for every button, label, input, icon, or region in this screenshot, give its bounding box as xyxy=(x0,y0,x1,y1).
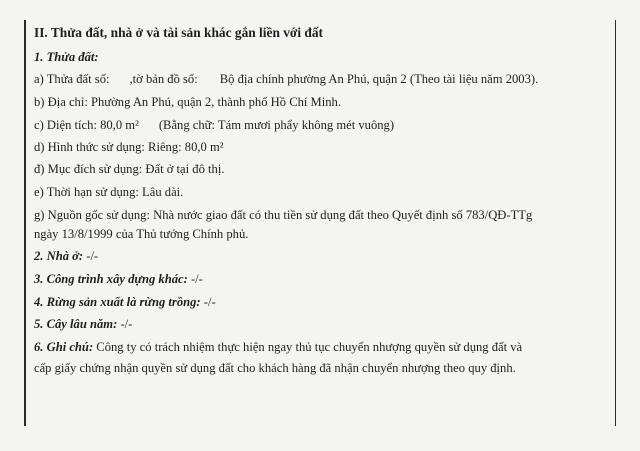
map-sheet-label: ,tờ bản đồ số: xyxy=(129,72,198,86)
usage-purpose-line: đ) Mục đích sử dụng: Đất ở tại đô thị. xyxy=(34,162,225,176)
note-line-2: cấp giấy chứng nhận quyền sử dụng đất cho khách hàng đã nhận chuyển nhượng theo quy định. xyxy=(34,361,516,375)
address-line: b) Địa chỉ: Phường An Phú, quận 2, thành phố Hồ Chí Minh. xyxy=(34,95,341,109)
forest-label: 4. Rừng sản xuất là rừng trồng: xyxy=(34,295,201,309)
parcel-number-line xyxy=(34,71,538,87)
perennial-label: 5. Cây lâu năm: xyxy=(34,317,118,331)
forest-value: -/- xyxy=(203,295,216,309)
construction-line xyxy=(34,271,203,287)
construction-value: -/- xyxy=(190,272,203,286)
house-value: -/- xyxy=(86,249,99,263)
origin-line-2: ngày 13/8/1999 của Thủ tướng Chính phủ. xyxy=(34,227,249,241)
note-text-1: Công ty có trách nhiệm thực hiện ngay thủ tục chuyển nhượng quyền sử dụng đất và xyxy=(96,340,523,354)
area-in-words: (Bằng chữ: Tám mươi phẩy không mét vuông) xyxy=(158,118,395,132)
house-label: 2. Nhà ở: xyxy=(34,249,84,263)
section-title: II. Thửa đất, nhà ở và tài sản khác gắn liền với đất xyxy=(34,25,324,40)
parcel-number-label: a) Thửa đất số: xyxy=(34,72,110,86)
usage-term-line: e) Thời hạn sử dụng: Lâu dài. xyxy=(34,185,184,199)
perennial-value: -/- xyxy=(120,317,133,331)
area-label: c) Diện tích: 80,0 m² xyxy=(34,118,139,132)
land-heading: 1. Thửa đất: xyxy=(34,50,99,64)
note-label: 6. Ghi chú: xyxy=(34,340,94,354)
map-source: Bộ địa chính phường An Phú, quận 2 (Theo tài liệu năm 2003). xyxy=(219,72,539,86)
area-line xyxy=(34,117,394,133)
origin-line-1: g) Nguồn gốc sử dụng: Nhà nước giao đất có thu tiền sử dụng đất theo Quyết định số 783/QĐ-TTg xyxy=(34,208,533,222)
note-line-1 xyxy=(34,339,522,355)
usage-form-line: d) Hình thức sử dụng: Riêng: 80,0 m² xyxy=(34,140,224,154)
house-line xyxy=(34,248,98,264)
perennial-line xyxy=(34,316,132,332)
construction-label: 3. Công trình xây dựng khác: xyxy=(34,272,188,286)
forest-line xyxy=(34,294,216,310)
